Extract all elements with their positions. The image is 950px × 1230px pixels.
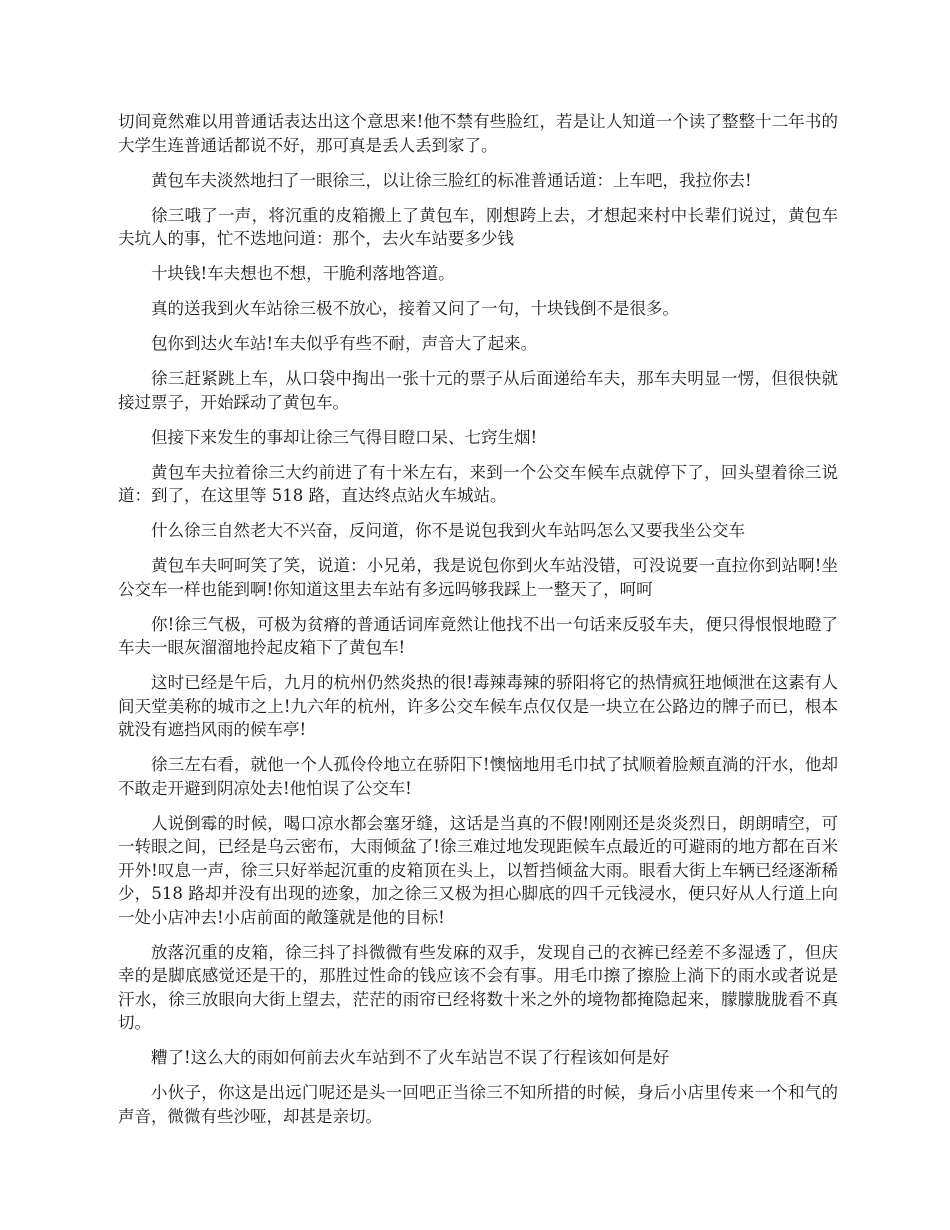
paragraph-10: 什么徐三自然老大不兴奋，反问道，你不是说包我到火车站吗怎么又要我坐公交车 [151, 521, 745, 540]
paragraph-2: 黄包车夫淡然地扫了一眼徐三，以让徐三脸红的标准普通话道：上车吧，我拉你去! [151, 170, 752, 190]
paragraph-3: 徐三哦了一声，将沉重的皮箱搬上了黄包车，刚想跨上去，才想起来村中长辈们说过，黄包车夫坑人的事，忙不迭地问道：那个，去火车站要多少钱 [118, 205, 838, 248]
paragraph-7: 徐三赶紧跳上车，从口袋中掏出一张十元的票子从后面递给车夫，那车夫明显一愣，但很快就接过票子，开始踩动了黄包车。 [118, 369, 838, 412]
paragraph-6: 包你到达火车站!车夫似乎有些不耐，声音大了起来。 [151, 334, 538, 353]
paragraph-8: 但接下来发生的事却让徐三气得目瞪口呆、七窍生烟! [151, 427, 538, 447]
paragraph-13: 这时已经是午后，九月的杭州仍然炎热的很!毒辣毒辣的骄阳将它的热情疯狂地倾泄在这素有人间天堂美称的城市之上!九六年的杭州，许多公交车候车点仅仅是一块立在公路边的牌子而已，根本就没有遮挡风雨的候车亭! [118, 673, 838, 739]
paragraph-17: 糟了!这么大的雨如何前去火车站到不了火车站岂不误了行程该如何是好 [151, 1048, 670, 1067]
paragraph-9: 黄包车夫拉着徐三大约前进了有十米左右，来到一个公交车候车点就停下了，回头望着徐三说道：到了，在这里等 518 路，直达终点站火车城站。 [118, 462, 838, 505]
paragraph-4: 十块钱!车夫想也不想，干脆利落地答道。 [151, 264, 455, 283]
paragraph-15: 人说倒霉的时候，喝口凉水都会塞牙缝，这话是当真的不假!刚刚还是炎炎烈日，朗朗晴空，可一转眼之间，已经是乌云密布，大雨倾盆了!徐三难过地发现距候车点最近的可避雨的地方都在百米开外!叹息一声，徐三只好举起沉重的皮箱顶在头上，以暂挡倾盆大雨。眼看大街上车辆已经逐渐稀少，518 路却并没有出现的迹象，加之徐三又极为担心脚底的四千元钱浸水，便只好从人行道上向一处小店冲去!小店前面的敞篷就是他的目标! [118, 813, 838, 927]
paragraph-16: 放落沉重的皮箱，徐三抖了抖微微有些发麻的双手，发现自己的衣裤已经差不多湿透了，但庆幸的是脚底感觉还是干的，那胜过性命的钱应该不会有事。用毛巾擦了擦脸上淌下的雨水或者说是汗水，徐三放眼向大街上望去，茫茫的雨帘已经将数十米之外的境物都掩隐起来，朦朦胧胧看不真切。 [118, 942, 838, 1032]
paragraph-12: 你!徐三气极，可极为贫瘠的普通话词库竟然让他找不出一句话来反驳车夫，便只得恨恨地瞪了车夫一眼灰溜溜地拎起皮箱下了黄包车! [118, 614, 838, 657]
paragraph-11: 黄包车夫呵呵笑了笑，说道：小兄弟，我是说包你到火车站没错，可没说要一直拉你到站啊!坐公交车一样也能到啊!你知道这里去车站有多远吗够我踩上一整天了，呵呵 [118, 556, 838, 599]
paragraph-1: 切间竟然难以用普通话表达出这个意思来!他不禁有些脸红，若是让人知道一个读了整整十二年书的大学生连普通话都说不好，那可真是丢人丢到家了。 [118, 112, 838, 155]
paragraph-5: 真的送我到火车站徐三极不放心，接着又问了一句，十块钱倒不是很多。 [151, 299, 679, 318]
paragraph-18: 小伙子，你这是出远门呢还是头一回吧正当徐三不知所措的时候，身后小店里传来一个和气的声音，微微有些沙哑，却甚是亲切。 [118, 1083, 838, 1126]
document-body [118, 110, 838, 1140]
paragraph-14: 徐三左右看，就他一个人孤伶伶地立在骄阳下!懊恼地用毛巾拭了拭顺着脸颊直淌的汗水，他却不敢走开避到阴凉处去!他怕误了公交车! [118, 755, 838, 798]
